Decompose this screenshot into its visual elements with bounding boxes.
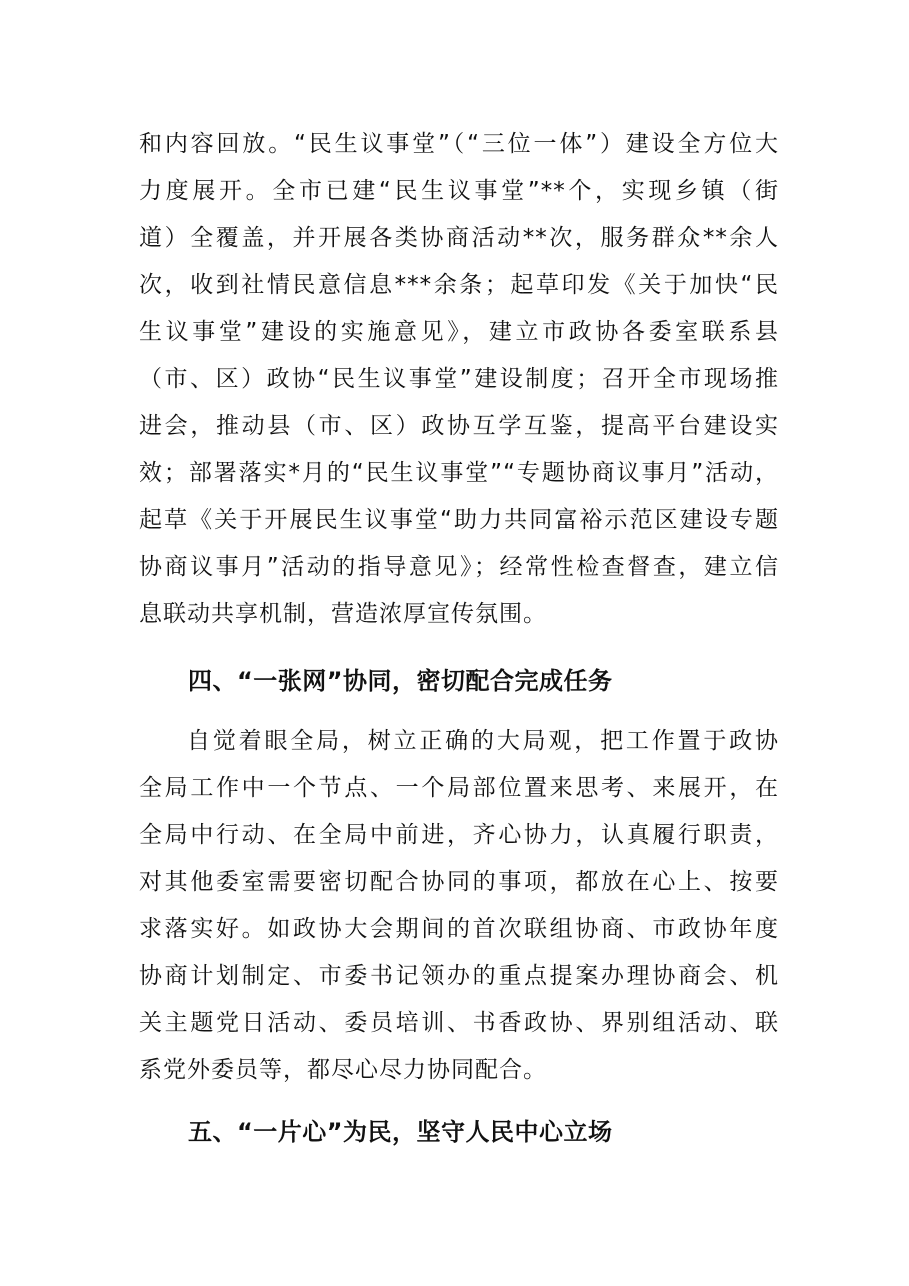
paragraph-platform-construction (139, 121, 779, 638)
text-line: 力度展开。全市已建“民生议事堂”**个，实现乡镇（街 (139, 178, 779, 204)
text-line: 效；部署落实*月的“民生议事堂”“专题协商议事月”活动， (139, 460, 779, 486)
paragraph-coordination (139, 718, 779, 1094)
text-line: 次，收到社情民意信息***余条；起草印发《关于加快“民 (139, 272, 779, 298)
text-line: 起草《关于开展民生议事堂“助力共同富裕示范区建设专题 (139, 507, 779, 533)
text-line: 自觉着眼全局，树立正确的大局观，把工作置于政协 (187, 728, 779, 754)
text-line: 求落实好。如政协大会期间的首次联组协商、市政协年度 (139, 916, 779, 942)
text-line: 系党外委员等，都尽心尽力协同配合。 (139, 1057, 547, 1083)
text-line: 全局中行动、在全局中前进，齐心协力，认真履行职责， (139, 822, 779, 848)
text-line: 和内容回放。“民生议事堂”（“三位一体”）建设全方位大 (139, 131, 779, 157)
text-line: 道）全覆盖，并开展各类协商活动**次，服务群众**余人 (139, 225, 779, 251)
text-line: 生议事堂”建设的实施意见》，建立市政协各委室联系县 (139, 319, 779, 345)
text-line: 对其他委室需要密切配合协同的事项，都放在心上、按要 (139, 869, 779, 895)
text-line: 息联动共享机制，营造浓厚宣传氛围。 (139, 601, 547, 627)
section-heading-four: 四、“一张网”协同，密切配合完成任务 (188, 667, 613, 695)
text-line: 协商议事月”活动的指导意见》；经常性检查督查，建立信 (139, 554, 779, 580)
text-line: 协商计划制定、市委书记领办的重点提案办理协商会、机 (139, 963, 779, 989)
text-line: 进会，推动县（市、区）政协互学互鉴，提高平台建设实 (139, 413, 779, 439)
text-line: （市、区）政协“民生议事堂”建设制度；召开全市现场推 (139, 366, 779, 392)
section-heading-five: 五、“一片心”为民，坚守人民中心立场 (188, 1118, 613, 1146)
text-line: 全局工作中一个节点、一个局部位置来思考、来展开，在 (139, 775, 779, 801)
text-line: 关主题党日活动、委员培训、书香政协、界别组活动、联 (139, 1010, 779, 1036)
